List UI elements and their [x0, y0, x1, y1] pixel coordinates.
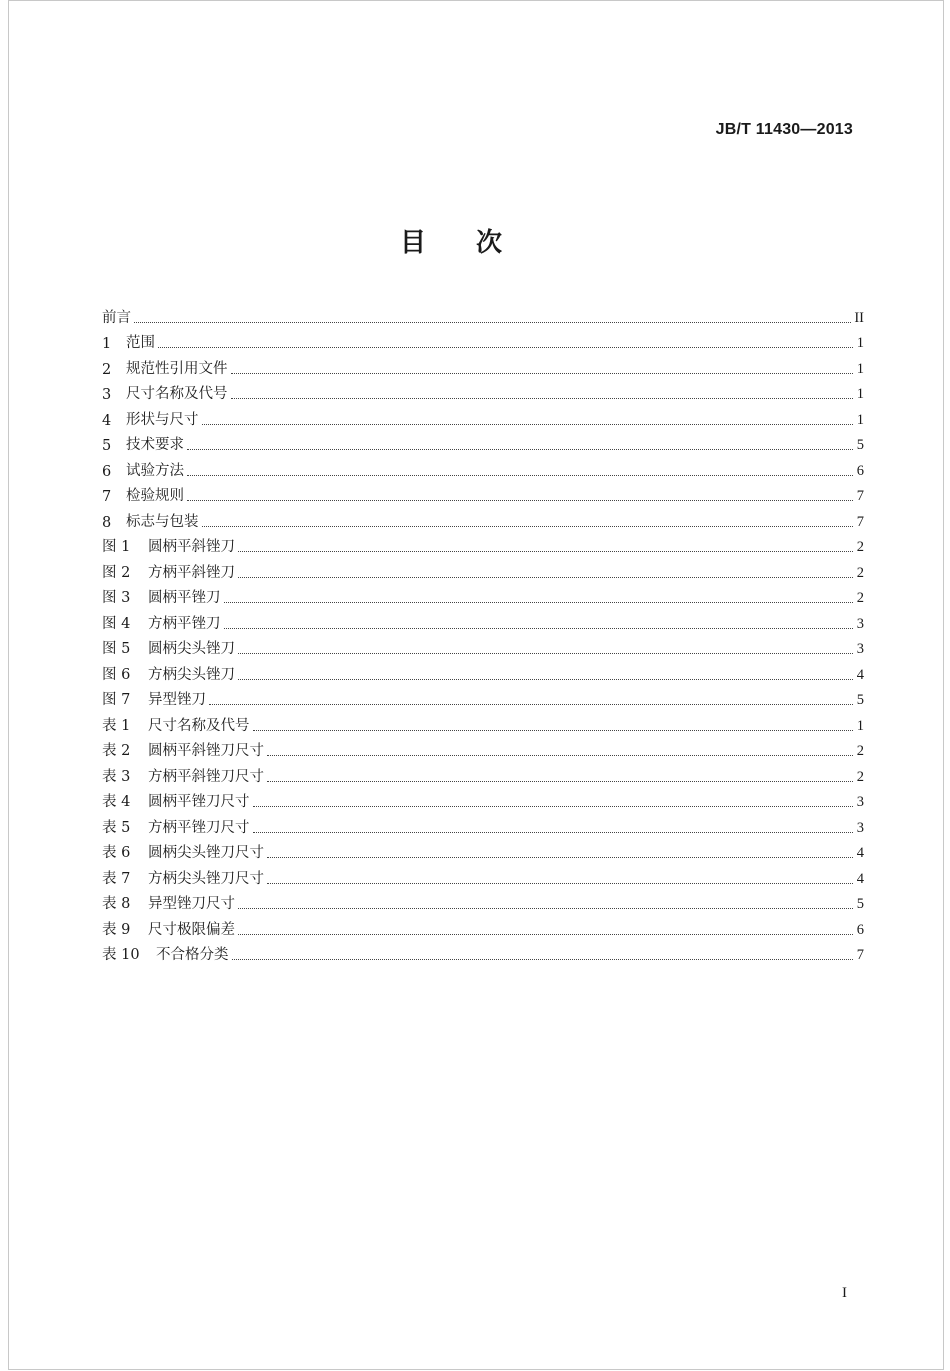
toc-entry-label: 规范性引用文件	[126, 360, 228, 377]
toc-entry[interactable]	[102, 684, 864, 710]
toc-entry[interactable]	[102, 888, 864, 914]
toc-entry-label: 尺寸极限偏差	[148, 921, 235, 938]
toc-entry-page: 4	[856, 870, 864, 887]
toc-entry-number: 5	[102, 438, 112, 454]
toc-entry-number: 表 6	[102, 845, 131, 861]
toc-entry-page: 3	[856, 615, 864, 632]
toc-entry-page: II	[854, 309, 864, 326]
toc-entry[interactable]	[102, 607, 864, 633]
toc-leader-dots	[209, 703, 853, 705]
toc-entry-number: 7	[102, 489, 112, 505]
toc-entry-page: 3	[856, 794, 864, 810]
toc-leader-dots	[231, 372, 854, 374]
toc-entry[interactable]	[102, 786, 864, 812]
toc-entry-label: 尺寸名称及代号	[148, 717, 250, 734]
toc-entry[interactable]	[102, 454, 864, 480]
toc-leader-dots	[267, 856, 853, 858]
toc-leader-dots	[134, 321, 851, 323]
toc-entry-label: 异型锉刀	[148, 692, 206, 708]
toc-leader-dots	[238, 907, 853, 909]
toc-entry-label: 技术要求	[126, 437, 184, 453]
toc-entry[interactable]	[102, 709, 864, 735]
toc-entry-label: 检验规则	[126, 488, 184, 504]
toc-leader-dots	[267, 882, 853, 884]
toc-entry[interactable]	[102, 913, 864, 939]
toc-entry-label: 范围	[126, 335, 155, 351]
toc-entry[interactable]	[102, 531, 864, 557]
toc-entry[interactable]	[102, 480, 864, 506]
toc-entry[interactable]	[102, 582, 864, 608]
toc-leader-dots	[224, 601, 854, 603]
toc-entry-number: 图 3	[102, 590, 131, 606]
toc-entry-label: 异型锉刀尺寸	[148, 896, 235, 912]
toc-leader-dots	[202, 423, 854, 425]
toc-leader-dots	[253, 729, 854, 731]
toc-entry-label: 方柄平锉刀尺寸	[148, 819, 250, 836]
toc-entry-number: 图 2	[102, 564, 131, 581]
toc-entry-number: 1	[102, 336, 112, 352]
toc-entry-page: 3	[856, 819, 864, 836]
toc-entry-page: 7	[856, 513, 864, 530]
toc-entry[interactable]	[102, 378, 864, 404]
toc-entry-number: 图 7	[102, 692, 131, 708]
toc-entry-label: 方柄平锉刀	[148, 615, 221, 632]
toc-entry[interactable]	[102, 837, 864, 863]
toc-entry-page: 2	[856, 539, 864, 555]
toc-entry[interactable]	[102, 760, 864, 786]
toc-leader-dots	[187, 474, 853, 476]
toc-entry-page: 5	[856, 896, 864, 912]
toc-entry-page: 7	[856, 488, 864, 504]
toc-leader-dots	[238, 652, 853, 654]
toc-entry-number: 表 4	[102, 794, 131, 810]
toc-leader-dots	[253, 805, 854, 807]
toc-leader-dots	[238, 550, 853, 552]
toc-leader-dots	[238, 933, 853, 935]
standard-code: JB/T 11430—2013	[715, 121, 853, 138]
table-of-contents	[102, 301, 864, 964]
toc-leader-dots	[158, 346, 853, 348]
page-title: 目次	[399, 228, 552, 258]
toc-entry-number: 表 7	[102, 870, 131, 887]
toc-entry-label: 尺寸名称及代号	[126, 386, 228, 402]
toc-leader-dots	[224, 627, 854, 629]
toc-entry-page: 6	[856, 462, 864, 479]
toc-entry-number: 表 3	[102, 768, 131, 785]
toc-entry-number: 图 4	[102, 615, 131, 632]
toc-entry-page: 6	[856, 921, 864, 938]
toc-entry-label: 不合格分类	[156, 947, 229, 963]
toc-entry-label: 标志与包装	[126, 513, 199, 530]
toc-leader-dots	[187, 448, 853, 450]
toc-entry-label: 方柄平斜锉刀	[148, 564, 235, 581]
toc-entry-number: 4	[102, 412, 112, 429]
toc-entry-label: 方柄尖头锉刀	[148, 666, 235, 683]
toc-entry-page: 1	[856, 386, 864, 402]
toc-leader-dots	[231, 397, 854, 399]
toc-entry-page: 2	[856, 743, 864, 759]
toc-entry-label: 方柄尖头锉刀尺寸	[148, 870, 264, 887]
toc-entry-label: 形状与尺寸	[126, 411, 199, 428]
toc-entry-page: 1	[856, 335, 864, 351]
toc-entry-number: 3	[102, 387, 112, 403]
toc-entry-page: 2	[856, 590, 864, 606]
toc-entry[interactable]	[102, 505, 864, 531]
toc-entry[interactable]	[102, 862, 864, 888]
toc-leader-dots	[232, 958, 854, 960]
toc-entry[interactable]	[102, 811, 864, 837]
toc-entry-label: 圆柄尖头锉刀尺寸	[148, 845, 264, 861]
toc-leader-dots	[187, 499, 853, 501]
toc-entry-number: 表 10	[102, 947, 140, 963]
toc-leader-dots	[267, 780, 853, 782]
toc-entry-number: 8	[102, 514, 112, 531]
toc-entry[interactable]	[102, 352, 864, 378]
page-number: I	[842, 1285, 847, 1301]
toc-entry-number: 图 1	[102, 539, 131, 555]
toc-leader-dots	[253, 831, 854, 833]
toc-entry-page: 2	[856, 564, 864, 581]
toc-entry-page: 3	[856, 641, 864, 657]
toc-entry[interactable]	[102, 939, 864, 965]
toc-entry[interactable]	[102, 327, 864, 353]
toc-entry-number: 2	[102, 361, 112, 378]
toc-leader-dots	[238, 678, 853, 680]
toc-entry-label: 圆柄平锉刀尺寸	[148, 794, 250, 810]
toc-entry[interactable]	[102, 658, 864, 684]
toc-entry-number: 图 6	[102, 666, 131, 683]
toc-entry-page: 1	[856, 411, 864, 428]
toc-entry-page: 7	[856, 947, 864, 963]
toc-entry-number: 表 1	[102, 717, 131, 734]
toc-entry[interactable]	[102, 556, 864, 582]
toc-entry-page: 2	[856, 768, 864, 785]
toc-entry-number: 表 5	[102, 819, 131, 836]
toc-entry-number: 表 8	[102, 896, 131, 912]
toc-entry-label: 圆柄尖头锉刀	[148, 641, 235, 657]
toc-entry[interactable]	[102, 301, 864, 327]
toc-entry-label: 前言	[102, 309, 131, 326]
toc-leader-dots	[238, 576, 853, 578]
toc-entry-label: 圆柄平斜锉刀	[148, 539, 235, 555]
toc-entry-page: 4	[856, 845, 864, 861]
toc-entry[interactable]	[102, 403, 864, 429]
toc-entry-number: 图 5	[102, 641, 131, 657]
toc-entry[interactable]	[102, 429, 864, 455]
toc-entry-number: 表 2	[102, 743, 131, 759]
toc-entry-page: 1	[856, 360, 864, 377]
toc-leader-dots	[267, 754, 853, 756]
toc-entry-page: 4	[856, 666, 864, 683]
toc-entry-number: 表 9	[102, 921, 131, 938]
toc-entry-label: 圆柄平斜锉刀尺寸	[148, 743, 264, 759]
document-page	[8, 0, 944, 1370]
toc-entry-label: 方柄平斜锉刀尺寸	[148, 768, 264, 785]
toc-entry-page: 5	[856, 692, 864, 708]
toc-entry[interactable]	[102, 735, 864, 761]
toc-entry-label: 试验方法	[126, 462, 184, 479]
toc-entry-page: 5	[856, 437, 864, 453]
toc-entry-label: 圆柄平锉刀	[148, 590, 221, 606]
toc-leader-dots	[202, 525, 854, 527]
toc-entry[interactable]	[102, 633, 864, 659]
toc-entry-page: 1	[856, 717, 864, 734]
toc-entry-number: 6	[102, 463, 112, 480]
